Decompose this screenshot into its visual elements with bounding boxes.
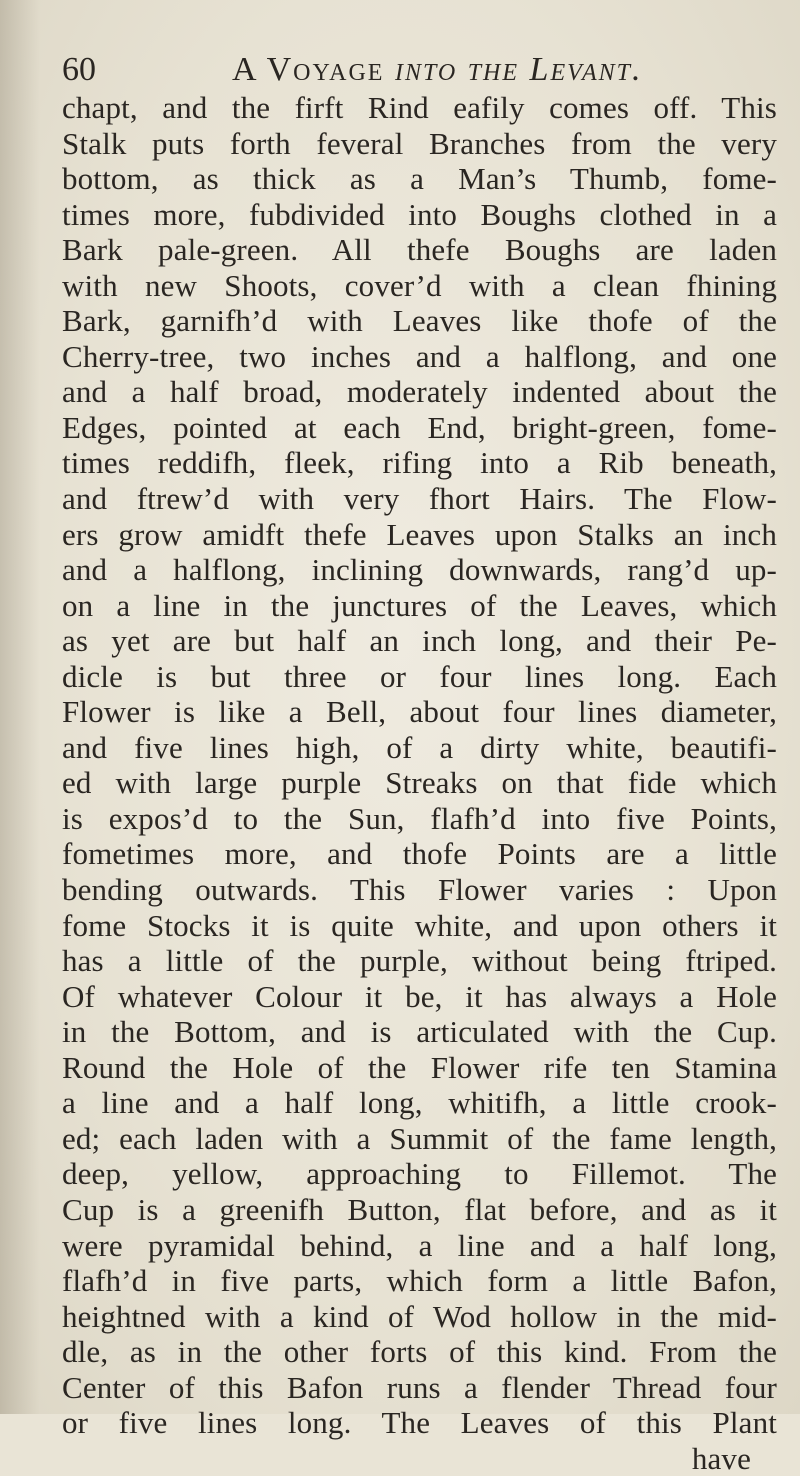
text-line: and ftrew’d with very fhort Hairs. The Flow-	[62, 481, 777, 517]
text-line: with new Shoots, cover’d with a clean fhining	[62, 267, 777, 303]
text-line: and a halflong, inclining downwards, rang’d up-	[62, 552, 777, 588]
catchword: have	[691, 1440, 751, 1476]
text-line: flafh’d in five parts, which form a little Bafon,	[62, 1263, 777, 1299]
text-line: bending outwards. This Flower varies : Upon	[62, 872, 777, 908]
text-line: has a little of the purple, without being ftriped.	[62, 943, 777, 979]
body-text	[62, 90, 777, 1476]
text-line: times more, fubdivided into Boughs clothed in a	[62, 196, 777, 232]
text-line: and five lines high, of a dirty white, beautifi-	[62, 729, 777, 765]
gutter-shadow	[0, 0, 40, 1414]
text-line: times reddifh, fleek, rifing into a Rib beneath,	[62, 445, 777, 481]
text-line: dicle is but three or four lines long. Each	[62, 658, 777, 694]
text-line: heightned with a kind of Wod hollow in the mid-	[62, 1298, 777, 1334]
text-line: Round the Hole of the Flower rife ten Stamina	[62, 1049, 777, 1085]
text-line: a line and a half long, whitifh, a little crook-	[62, 1085, 777, 1121]
text-line: Cherry-tree, two inches and a halflong, and one	[62, 338, 777, 374]
text-line: Of whatever Colour it be, it has always a Hole	[62, 978, 777, 1014]
page-number: 60	[62, 51, 96, 88]
text-line: or five lines long. The Leaves of this Plant	[62, 1405, 777, 1441]
text-line: on a line in the junctures of the Leaves, which	[62, 587, 777, 623]
text-line: fometimes more, and thofe Points are a little	[62, 836, 777, 872]
text-line: ers grow amidft thefe Leaves upon Stalks an inch	[62, 516, 777, 552]
text-line: were pyramidal behind, a line and a half long,	[62, 1227, 777, 1263]
text-line: deep, yellow, approaching to Fillemot. The	[62, 1156, 777, 1192]
text-line: dle, as in the other forts of this kind. From the	[62, 1334, 777, 1370]
text-line: fome Stocks it is quite white, and upon others it	[62, 907, 777, 943]
text-line: Bark, garnifh’d with Leaves like thofe of the	[62, 303, 777, 339]
text-line: is expos’d to the Sun, flafh’d into five Points,	[62, 800, 777, 836]
text-line: in the Bottom, and is articulated with the Cup.	[62, 1014, 777, 1050]
text-line: ed; each laden with a Summit of the fame length,	[62, 1120, 777, 1156]
text-line: Stalk puts forth feveral Branches from the very	[62, 125, 777, 161]
text-line: Edges, pointed at each End, bright-green, fome-	[62, 409, 777, 445]
text-line: and a half broad, moderately indented about the	[62, 374, 777, 410]
text-line: chapt, and the firft Rind eafily comes off. This	[62, 90, 777, 125]
text-line: Cup is a greenifh Button, flat before, and as it	[62, 1191, 777, 1227]
text-line: Center of this Bafon runs a flender Thread four	[62, 1369, 777, 1405]
running-title-caps: A Voyage	[232, 51, 385, 88]
running-title	[232, 48, 643, 92]
text-line: as yet are but half an inch long, and their Pe-	[62, 623, 777, 659]
text-line: bottom, as thick as a Man’s Thumb, fome-	[62, 161, 777, 197]
text-line: Bark pale-green. All thefe Boughs are laden	[62, 232, 777, 268]
text-line: Flower is like a Bell, about four lines diameter,	[62, 694, 777, 730]
running-title-italic: into the Levant.	[394, 51, 643, 88]
running-head	[62, 48, 762, 92]
text-line: ed with large purple Streaks on that fide which	[62, 765, 777, 801]
